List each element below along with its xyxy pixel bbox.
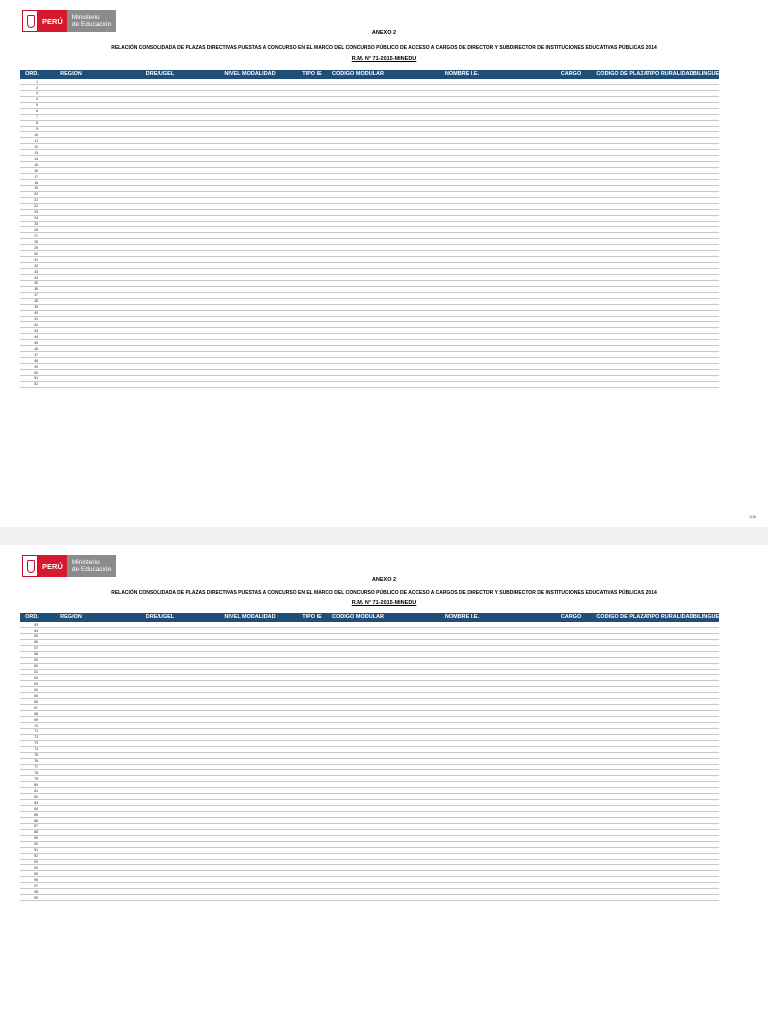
annex-title: ANEXO 2: [371, 577, 397, 583]
row-ord: 58: [34, 652, 38, 657]
row-ord: 37: [34, 293, 38, 298]
col-tipo-ie: TIPO IE: [302, 614, 322, 620]
row-ord: 68: [34, 711, 38, 716]
table-header: [20, 70, 719, 79]
table-row: [20, 382, 719, 388]
row-ord: 42: [34, 323, 38, 328]
row-ord: 25: [34, 222, 38, 227]
row-ord: 98: [34, 889, 38, 894]
row-ord: 89: [34, 836, 38, 841]
coat-of-arms-icon: [22, 10, 38, 32]
col-bilingue: BILINGUE: [692, 71, 720, 77]
row-ord: 78: [34, 771, 38, 776]
table-header: [20, 613, 719, 622]
row-ord: 6: [36, 109, 38, 114]
row-ord: 79: [34, 776, 38, 781]
row-ord: 85: [34, 812, 38, 817]
document-page-2: [0, 545, 768, 1024]
row-ord: 59: [34, 658, 38, 663]
row-ord: 12: [34, 144, 38, 149]
row-ord: 22: [34, 204, 38, 209]
row-ord: 56: [34, 640, 38, 645]
row-ord: 3: [36, 91, 38, 96]
col-codigo-modular: CODIGO MODULAR: [332, 614, 384, 620]
row-ord: 71: [34, 729, 38, 734]
table-body: [20, 622, 719, 901]
row-ord: 76: [34, 759, 38, 764]
row-ord: 60: [34, 664, 38, 669]
row-ord: 96: [34, 877, 38, 882]
col-ruralidad: TIPO RURALIDAD: [646, 614, 694, 620]
col-nombre: NOMBRE I.E.: [444, 71, 480, 77]
row-ord: 47: [34, 352, 38, 357]
row-ord: 69: [34, 717, 38, 722]
document-title: RELACIÓN CONSOLIDADA DE PLAZAS DIRECTIVAS PUESTAS A CONCURSO EN EL MARCO DEL CONCURSO PÚBLICO DE ACCESO A CARGOS DE DIRECTOR Y SUBDIRECTOR DE INSTITUCIONES EDUCATIVAS PÚBLICAS 2014: [111, 590, 657, 596]
row-ord: 94: [34, 866, 38, 871]
row-ord: 17: [34, 174, 38, 179]
row-ord: 33: [34, 269, 38, 274]
minedu-logo: [22, 555, 116, 577]
row-ord: 1: [36, 79, 38, 84]
row-ord: 77: [34, 765, 38, 770]
row-ord: 28: [34, 239, 38, 244]
row-ord: 16: [34, 168, 38, 173]
row-ord: 86: [34, 818, 38, 823]
col-codigo-modular: CODIGO MODULAR: [332, 71, 384, 77]
row-ord: 80: [34, 782, 38, 787]
row-ord: 49: [34, 364, 38, 369]
row-ord: 91: [34, 848, 38, 853]
row-ord: 84: [34, 806, 38, 811]
col-cargo: CARGO: [560, 614, 582, 620]
row-ord: 55: [34, 634, 38, 639]
row-ord: 87: [34, 824, 38, 829]
col-nivel: NIVEL MODALIDAD: [224, 71, 276, 77]
row-ord: 45: [34, 340, 38, 345]
table-body: [20, 79, 719, 388]
row-ord: 7: [36, 115, 38, 120]
row-ord: 21: [34, 198, 38, 203]
row-ord: 14: [34, 156, 38, 161]
col-ord: ORD.: [25, 614, 39, 620]
logo-peru: PERÚ: [38, 555, 67, 577]
logo-peru: PERÚ: [38, 10, 67, 32]
row-ord: 51: [34, 376, 38, 381]
row-ord: 44: [34, 334, 38, 339]
row-ord: 10: [34, 133, 38, 138]
row-ord: 27: [34, 233, 38, 238]
col-region: REGION: [60, 614, 82, 620]
coat-of-arms-icon: [22, 555, 38, 577]
page-number: 1/15: [749, 515, 756, 519]
resolution-number: R.M. N° 71-2015-MINEDU: [351, 600, 417, 606]
annex-title: ANEXO 2: [371, 30, 397, 36]
row-ord: 23: [34, 210, 38, 215]
row-ord: 24: [34, 216, 38, 221]
row-ord: 13: [34, 150, 38, 155]
row-ord: 2: [36, 85, 38, 90]
row-ord: 82: [34, 794, 38, 799]
row-ord: 31: [34, 257, 38, 262]
row-ord: 57: [34, 646, 38, 651]
row-ord: 67: [34, 705, 38, 710]
row-ord: 26: [34, 228, 38, 233]
col-cargo: CARGO: [560, 71, 582, 77]
row-ord: 72: [34, 735, 38, 740]
row-ord: 8: [36, 121, 38, 126]
table-row: [20, 895, 719, 901]
row-ord: 90: [34, 842, 38, 847]
document-title: RELACIÓN CONSOLIDADA DE PLAZAS DIRECTIVAS PUESTAS A CONCURSO EN EL MARCO DEL CONCURSO PÚBLICO DE ACCESO A CARGOS DE DIRECTOR Y SUBDIRECTOR DE INSTITUCIONES EDUCATIVAS PÚBLICAS 2014: [111, 45, 657, 51]
resolution-number: R.M. N° 71-2015-MINEDU: [351, 56, 417, 62]
col-ruralidad: TIPO RURALIDAD: [646, 71, 694, 77]
row-ord: 88: [34, 830, 38, 835]
col-codigo-plaza: CODIGO DE PLAZA: [596, 71, 648, 77]
row-ord: 99: [34, 895, 38, 900]
col-dre-ugel: DRE/UGEL: [145, 614, 175, 620]
row-ord: 29: [34, 245, 38, 250]
logo-ministry: Ministerio de Educación: [67, 10, 116, 32]
row-ord: 38: [34, 299, 38, 304]
col-tipo-ie: TIPO IE: [302, 71, 322, 77]
row-ord: 97: [34, 883, 38, 888]
row-ord: 75: [34, 753, 38, 758]
row-ord: 61: [34, 670, 38, 675]
row-ord: 65: [34, 693, 38, 698]
row-ord: 62: [34, 676, 38, 681]
row-ord: 93: [34, 860, 38, 865]
minedu-logo: [22, 10, 116, 32]
row-ord: 74: [34, 747, 38, 752]
row-ord: 34: [34, 275, 38, 280]
row-ord: 39: [34, 305, 38, 310]
col-codigo-plaza: CODIGO DE PLAZA: [596, 614, 648, 620]
col-nivel: NIVEL MODALIDAD: [224, 614, 276, 620]
row-ord: 50: [34, 370, 38, 375]
row-ord: 20: [34, 192, 38, 197]
row-ord: 54: [34, 628, 38, 633]
row-ord: 52: [34, 382, 38, 387]
col-nombre: NOMBRE I.E.: [444, 614, 480, 620]
row-ord: 19: [34, 186, 38, 191]
row-ord: 95: [34, 871, 38, 876]
row-ord: 53: [34, 622, 38, 627]
row-ord: 18: [34, 180, 38, 185]
col-ord: ORD.: [25, 71, 39, 77]
row-ord: 83: [34, 800, 38, 805]
row-ord: 32: [34, 263, 38, 268]
row-ord: 64: [34, 687, 38, 692]
row-ord: 40: [34, 311, 38, 316]
row-ord: 36: [34, 287, 38, 292]
row-ord: 63: [34, 681, 38, 686]
row-ord: 4: [36, 97, 38, 102]
row-ord: 81: [34, 788, 38, 793]
row-ord: 66: [34, 699, 38, 704]
col-dre-ugel: DRE/UGEL: [145, 71, 175, 77]
row-ord: 5: [36, 103, 38, 108]
row-ord: 43: [34, 328, 38, 333]
logo-ministry: Ministerio de Educación: [67, 555, 116, 577]
row-ord: 70: [34, 723, 38, 728]
row-ord: 92: [34, 854, 38, 859]
row-ord: 11: [34, 138, 38, 143]
row-ord: 48: [34, 358, 38, 363]
row-ord: 35: [34, 281, 38, 286]
row-ord: 41: [34, 317, 38, 322]
row-ord: 9: [36, 127, 38, 132]
row-ord: 30: [34, 251, 38, 256]
col-region: REGION: [60, 71, 82, 77]
row-ord: 46: [34, 346, 38, 351]
row-ord: 73: [34, 741, 38, 746]
col-bilingue: BILINGUE: [692, 614, 720, 620]
row-ord: 15: [34, 162, 38, 167]
